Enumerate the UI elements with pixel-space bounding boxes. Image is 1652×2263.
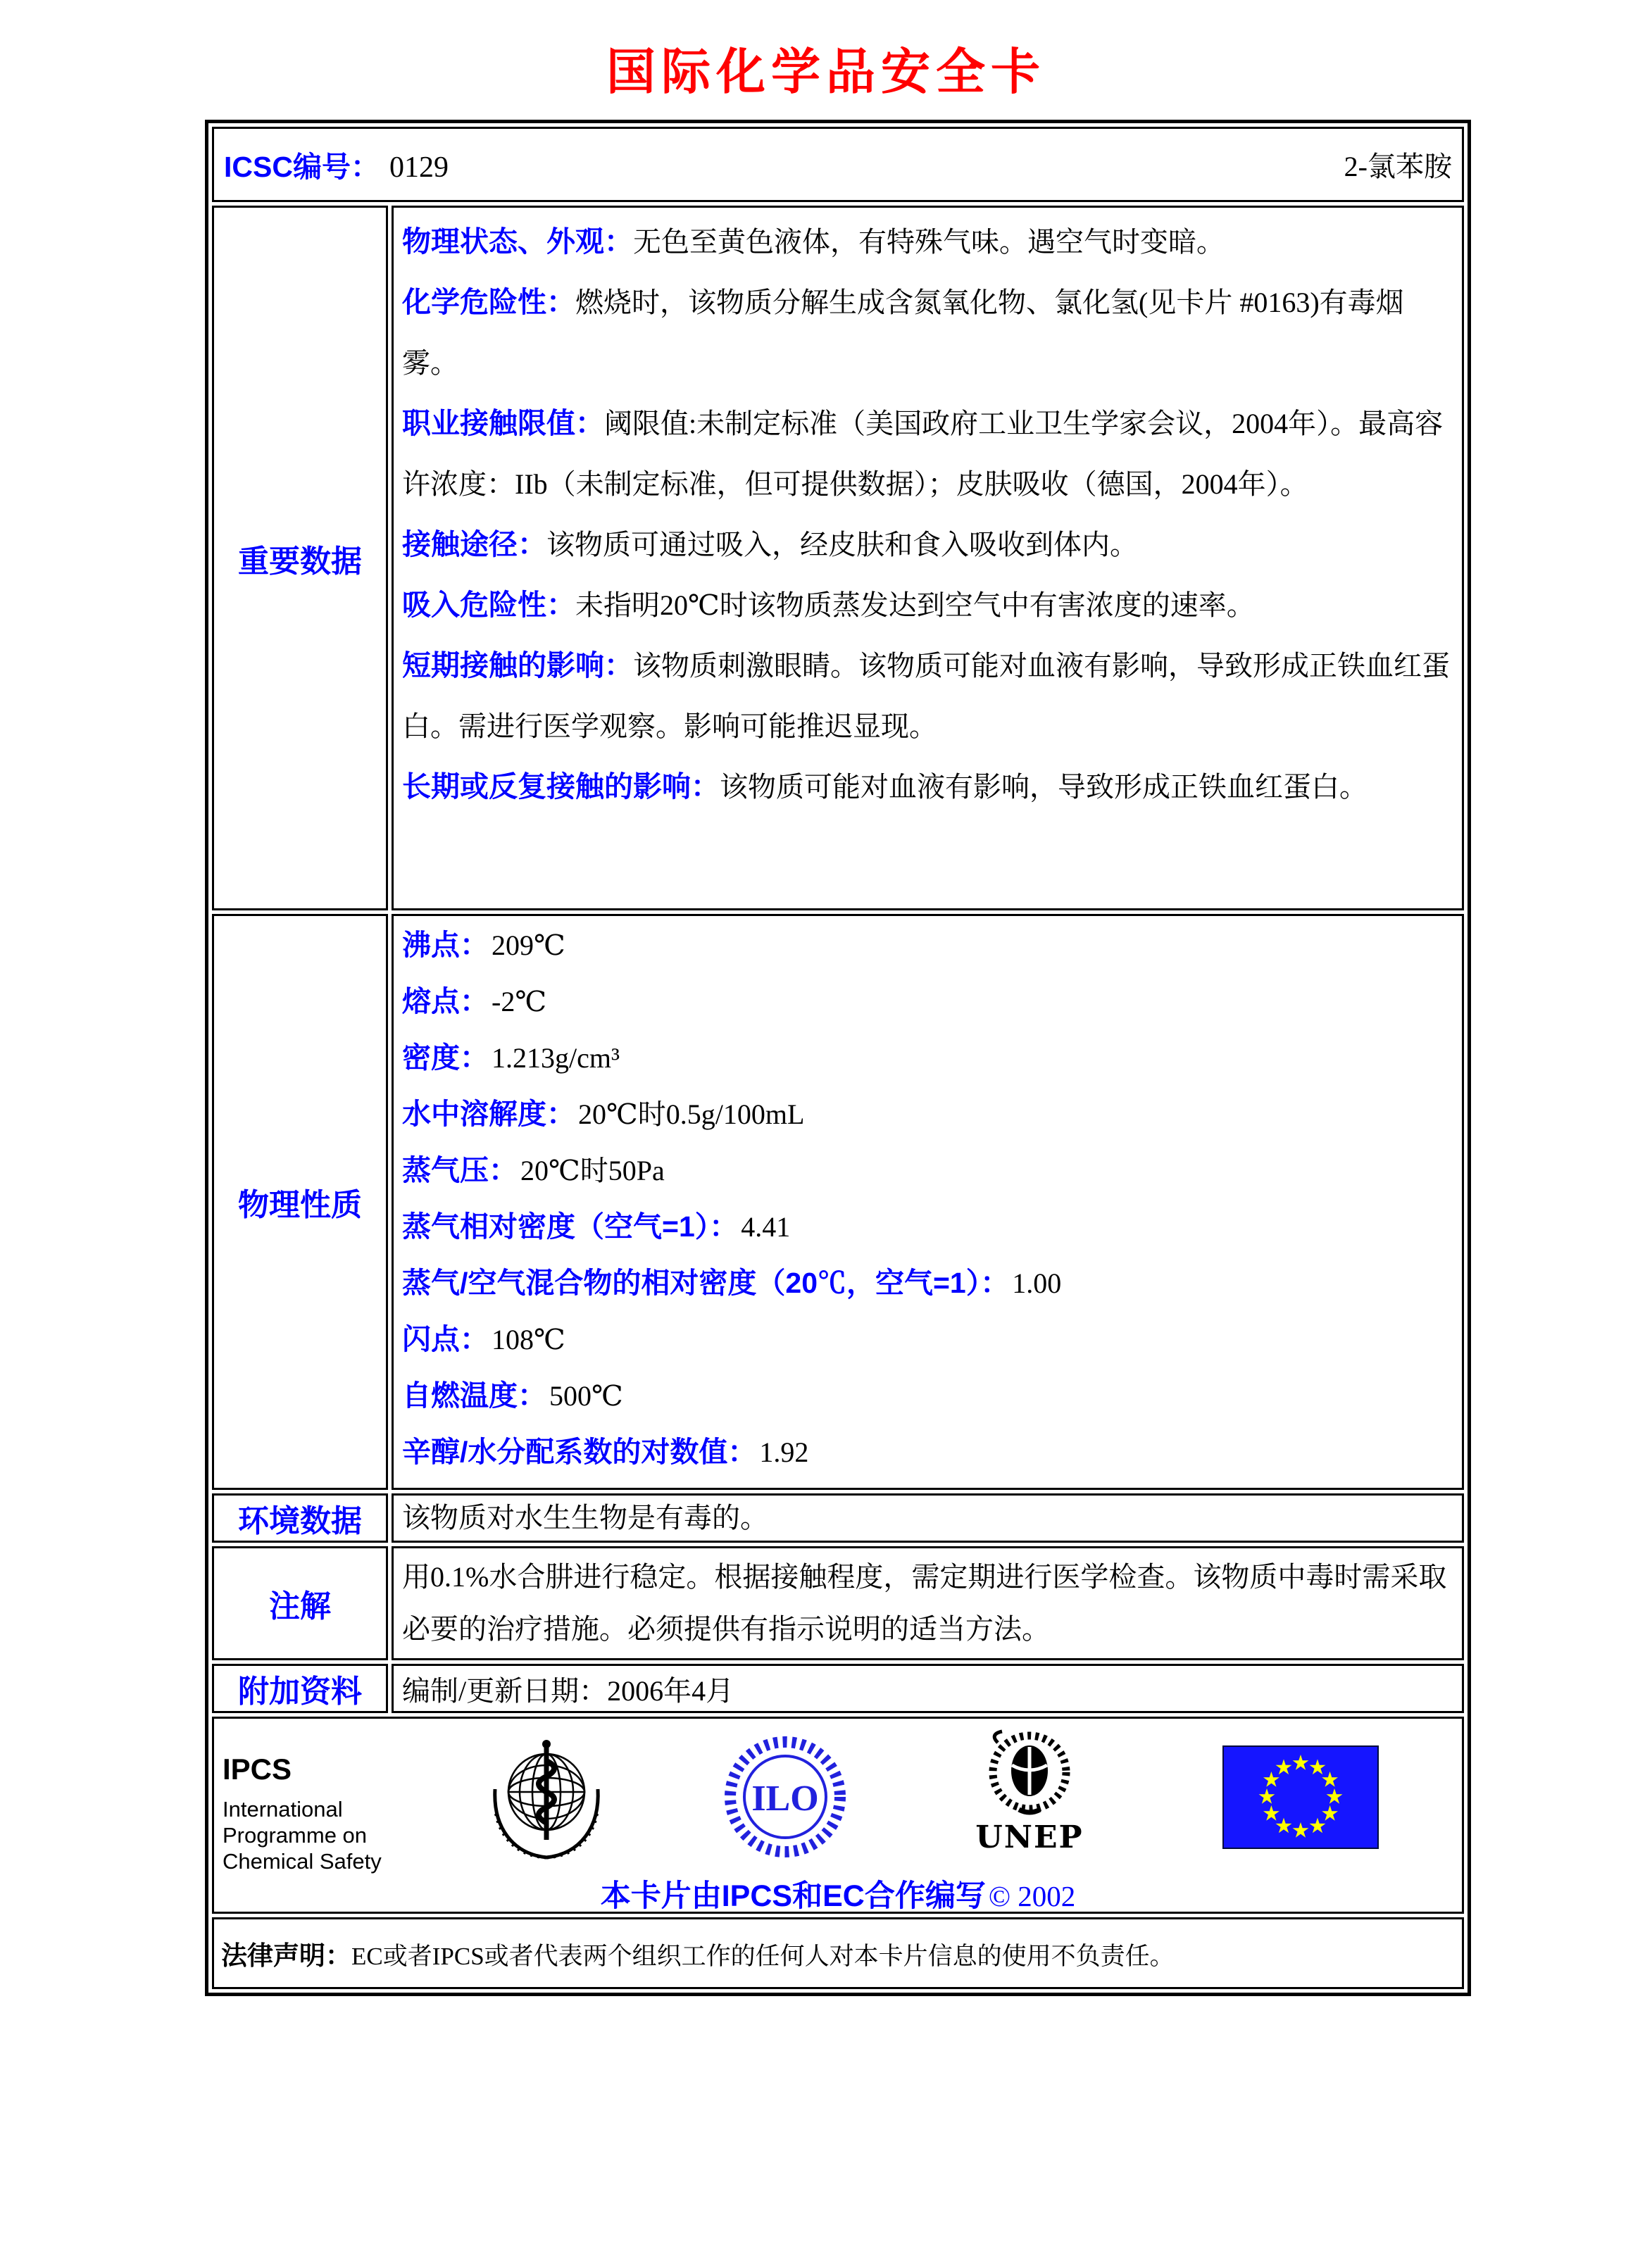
page-title: 国际化学品安全卡 (606, 42, 1046, 101)
property-value: 1.00 (1012, 1267, 1062, 1299)
property-item (402, 920, 1453, 977)
legal-notice-label: 法律声明： (221, 1941, 351, 1970)
property-item (402, 1033, 1453, 1089)
icsc-number-label: ICSC编号： (224, 151, 380, 183)
environmental-data-content: 该物质对水生生物是有毒的。 (392, 1493, 1464, 1543)
property-label: 闪点： (402, 1323, 489, 1355)
property-label: 沸点： (402, 929, 489, 961)
section-label-environmental-data: 环境数据 (212, 1493, 388, 1543)
physical-properties-content (392, 914, 1464, 1490)
additional-info-row (212, 1664, 1464, 1713)
property-item (402, 1315, 1453, 1371)
property-item (402, 1258, 1453, 1315)
field-label: 吸入危险性： (402, 589, 575, 621)
cooperation-note (214, 1872, 1462, 1915)
property-label: 蒸气/空气混合物的相对密度（20℃，空气=1）： (402, 1267, 1010, 1299)
icsc-header-row (212, 127, 1464, 202)
property-item (402, 1202, 1453, 1258)
important-data-item (402, 215, 1453, 275)
ipcs-subtitle-line: Chemical Safety (223, 1849, 382, 1874)
icsc-header-cell (212, 127, 1464, 202)
cooperation-note-text: 本卡片由IPCS和EC合作编写 (600, 1879, 986, 1913)
notes-row (212, 1546, 1464, 1660)
ipcs-subtitle-line: International (223, 1797, 343, 1822)
property-value: 500℃ (549, 1380, 623, 1412)
section-label-physical-properties: 物理性质 (212, 914, 388, 1490)
field-label: 长期或反复接触的影响： (402, 770, 720, 803)
field-label: 化学危险性： (402, 286, 575, 318)
property-value: -2℃ (492, 986, 547, 1017)
important-data-item (402, 396, 1453, 518)
section-label-notes: 注解 (212, 1546, 388, 1660)
important-data-item (402, 518, 1453, 578)
physical-properties-row (212, 914, 1464, 1490)
safety-card-table (205, 120, 1471, 1996)
property-value: 209℃ (492, 929, 565, 961)
property-value: 4.41 (741, 1211, 791, 1243)
ipcs-text-block (223, 1753, 382, 1874)
property-label: 蒸气相对密度（空气=1）： (402, 1210, 739, 1243)
property-label: 熔点： (402, 985, 489, 1017)
icsc-number-group (224, 144, 449, 185)
field-label: 物理状态、外观： (402, 225, 633, 258)
property-value: 1.92 (759, 1436, 809, 1468)
who-logo-icon (476, 1727, 617, 1868)
field-text: 无色至黄色液体，有特殊气味。遇空气时变暗。 (633, 226, 1225, 258)
svg-text:ILO: ILO (751, 1779, 819, 1819)
section-label-additional-info: 附加资料 (212, 1664, 388, 1713)
property-label: 自燃温度： (402, 1379, 546, 1412)
ilo-logo-icon (722, 1734, 848, 1860)
unep-label: UNEP (975, 1819, 1084, 1855)
important-data-item (402, 578, 1453, 639)
additional-info-content: 编制/更新日期：2006年4月 (392, 1664, 1464, 1713)
property-item (402, 1371, 1453, 1427)
property-item (402, 1089, 1453, 1146)
field-text: 该物质可通过吸入，经皮肤和食入吸收到体内。 (546, 529, 1138, 560)
field-text: 该物质刺激眼睛。该物质可能对血液有影响，导致形成正铁血红蛋白。需进行医学观察。影响可能推迟显现。 (402, 650, 1450, 742)
property-item (402, 1427, 1453, 1484)
notes-content: 用0.1%水合肼进行稳定。根据接触程度，需定期进行医学检查。该物质中毒时需采取必要的治疗措施。必须提供有指示说明的适当方法。 (392, 1546, 1464, 1660)
icsc-number-value: 0129 (389, 151, 449, 184)
property-value: 20℃时50Pa (520, 1155, 665, 1186)
important-data-row (212, 206, 1464, 910)
property-label: 密度： (402, 1041, 489, 1074)
unep-logo-block (966, 1729, 1093, 1855)
field-text: 阈限值:未制定标准（美国政府工业卫生学家会议，2004年）。最高容许浓度：IIb（未制定标准，但可提供数据）；皮肤吸收（德国，2004年）。 (402, 408, 1444, 500)
section-label-important-data: 重要数据 (212, 206, 388, 910)
unep-logo-icon (977, 1729, 1082, 1820)
field-text: 未指明20℃时该物质蒸发达到空气中有害浓度的速率。 (575, 589, 1255, 621)
property-value: 108℃ (492, 1324, 565, 1355)
field-label: 短期接触的影响： (402, 649, 633, 682)
important-data-item (402, 639, 1453, 760)
logos-row (212, 1717, 1464, 1914)
property-value: 20℃时0.5g/100mL (578, 1098, 805, 1130)
important-data-item (402, 275, 1453, 396)
property-value: 1.213g/cm³ (492, 1042, 620, 1074)
eu-flag-icon (1222, 1745, 1379, 1849)
copyright-text: © 2002 (988, 1880, 1076, 1912)
property-label: 辛醇/水分配系数的对数值： (402, 1436, 757, 1468)
ipcs-title: IPCS (223, 1753, 292, 1786)
property-label: 水中溶解度： (402, 1098, 575, 1130)
property-label: 蒸气压： (402, 1154, 518, 1186)
logos-cell (212, 1717, 1464, 1914)
legal-notice-text: EC或者IPCS或者代表两个组织工作的任何人对本卡片信息的使用不负责任。 (351, 1943, 1175, 1970)
field-label: 职业接触限值： (402, 407, 604, 439)
ipcs-subtitle-line: Programme on (223, 1823, 368, 1848)
environmental-data-row (212, 1493, 1464, 1543)
field-label: 接触途径： (402, 528, 546, 560)
chemical-name: 2-氯苯胺 (1344, 151, 1452, 182)
property-item (402, 977, 1453, 1033)
important-data-content (392, 206, 1464, 910)
legal-notice-cell (212, 1917, 1464, 1989)
legal-row (212, 1917, 1464, 1989)
field-text: 该物质可能对血液有影响，导致形成正铁血红蛋白。 (720, 771, 1368, 803)
property-item (402, 1146, 1453, 1202)
important-data-item (402, 760, 1453, 820)
field-text: 燃烧时，该物质分解生成含氮氧化物、氯化氢(见卡片 #0163)有毒烟雾。 (402, 287, 1404, 379)
